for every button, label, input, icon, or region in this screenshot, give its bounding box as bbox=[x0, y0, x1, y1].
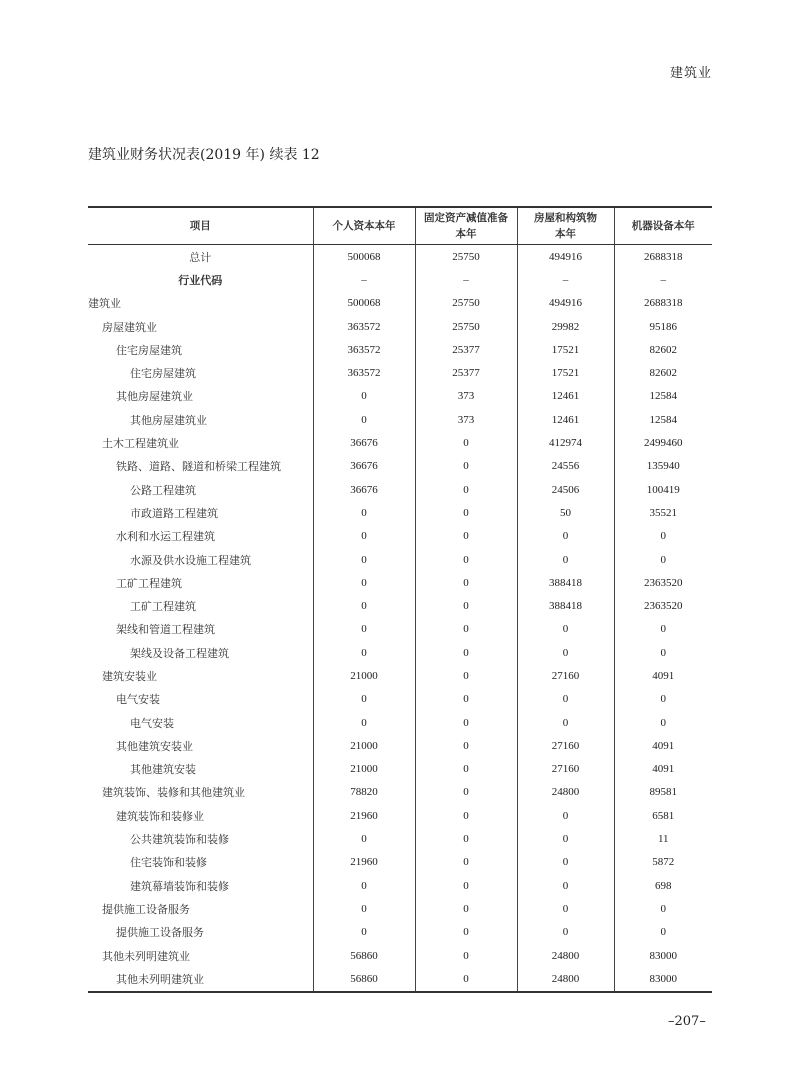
cell-value: 0 bbox=[614, 897, 712, 920]
row-label: 土木工程建筑业 bbox=[102, 437, 179, 451]
table-row bbox=[88, 851, 712, 874]
cell-value: 0 bbox=[313, 827, 415, 850]
column-header-text: 个人资本本年 bbox=[332, 220, 396, 232]
cell-value: 2499460 bbox=[614, 431, 712, 454]
table-row bbox=[88, 501, 712, 524]
cell-value: 0 bbox=[313, 921, 415, 944]
row-label: 市政道路工程建筑 bbox=[130, 506, 218, 520]
cell-value: 12584 bbox=[614, 408, 712, 431]
cell-value: 0 bbox=[415, 897, 517, 920]
cell-value: 0 bbox=[415, 874, 517, 897]
cell-value: 0 bbox=[415, 851, 517, 874]
cell-value: 89581 bbox=[614, 781, 712, 804]
cell-value: 0 bbox=[415, 734, 517, 757]
table-row bbox=[88, 897, 712, 920]
cell-value: 25377 bbox=[415, 338, 517, 361]
table-row bbox=[88, 734, 712, 757]
column-header-text: 本年 bbox=[555, 228, 576, 240]
cell-value: 27160 bbox=[517, 734, 614, 757]
cell-value: 35521 bbox=[614, 501, 712, 524]
table-row bbox=[88, 548, 712, 571]
page-number: –207– bbox=[668, 1014, 706, 1029]
cell-value: 36676 bbox=[313, 478, 415, 501]
row-label: 架线及设备工程建筑 bbox=[130, 646, 229, 660]
table-row bbox=[88, 967, 712, 991]
cell-value: 5872 bbox=[614, 851, 712, 874]
cell-value: 21960 bbox=[313, 804, 415, 827]
table-row bbox=[88, 385, 712, 408]
cell-value: 4091 bbox=[614, 664, 712, 687]
cell-value: 0 bbox=[313, 897, 415, 920]
cell-value: 500068 bbox=[313, 292, 415, 315]
cell-value: 363572 bbox=[313, 315, 415, 338]
cell-value: 24800 bbox=[517, 967, 614, 991]
cell-value: 0 bbox=[415, 711, 517, 734]
cell-value: 21960 bbox=[313, 851, 415, 874]
cell-value: 0 bbox=[313, 548, 415, 571]
row-label: 房屋建筑业 bbox=[102, 320, 157, 334]
cell-value: 24800 bbox=[517, 944, 614, 967]
cell-value: 2363520 bbox=[614, 594, 712, 617]
row-label: 建筑安装业 bbox=[102, 669, 157, 683]
table-row bbox=[88, 944, 712, 967]
cell-value: 12461 bbox=[517, 385, 614, 408]
cell-value: 0 bbox=[313, 641, 415, 664]
cell-value: 17521 bbox=[517, 338, 614, 361]
row-label: 公共建筑装饰和装修 bbox=[130, 833, 229, 847]
table-row bbox=[88, 431, 712, 454]
row-label: 提供施工设备服务 bbox=[102, 902, 190, 916]
cell-value: 0 bbox=[415, 804, 517, 827]
table-row bbox=[88, 664, 712, 687]
row-label: 建筑装饰、装修和其他建筑业 bbox=[102, 786, 245, 800]
cell-value: 25750 bbox=[415, 292, 517, 315]
table-row bbox=[88, 874, 712, 897]
cell-value: 135940 bbox=[614, 455, 712, 478]
cell-value: 21000 bbox=[313, 758, 415, 781]
row-label: 电气安装 bbox=[130, 716, 174, 730]
cell-value: 0 bbox=[415, 688, 517, 711]
table-row bbox=[88, 408, 712, 431]
cell-value: 412974 bbox=[517, 431, 614, 454]
cell-value: 4091 bbox=[614, 758, 712, 781]
cell-value: 373 bbox=[415, 408, 517, 431]
table-row bbox=[88, 525, 712, 548]
cell-value: 698 bbox=[614, 874, 712, 897]
table-row bbox=[88, 594, 712, 617]
cell-value: 0 bbox=[614, 921, 712, 944]
row-label: 其他建筑安装业 bbox=[116, 739, 193, 753]
cell-value: 0 bbox=[415, 664, 517, 687]
cell-value: 0 bbox=[415, 758, 517, 781]
column-header-text: 项目 bbox=[189, 220, 211, 232]
row-label: 行业代码 bbox=[178, 273, 223, 287]
cell-value: 11 bbox=[614, 827, 712, 850]
cell-value: 0 bbox=[415, 455, 517, 478]
row-label: 架线和管道工程建筑 bbox=[116, 623, 215, 637]
row-label: 总计 bbox=[189, 250, 212, 264]
cell-value: 0 bbox=[614, 618, 712, 641]
cell-value: 24556 bbox=[517, 455, 614, 478]
row-label: 住宅装饰和装修 bbox=[130, 856, 207, 870]
table-row bbox=[88, 338, 712, 361]
cell-value: 0 bbox=[517, 618, 614, 641]
table-row bbox=[88, 455, 712, 478]
cell-value: 0 bbox=[313, 688, 415, 711]
column-header bbox=[313, 207, 415, 245]
cell-value: 388418 bbox=[517, 571, 614, 594]
cell-value: 0 bbox=[614, 688, 712, 711]
table-row bbox=[88, 245, 712, 269]
row-label: 提供施工设备服务 bbox=[116, 926, 204, 940]
cell-value: 29982 bbox=[517, 315, 614, 338]
column-header-text: 房屋和构筑物 bbox=[534, 212, 597, 224]
table-row bbox=[88, 804, 712, 827]
column-header bbox=[614, 207, 712, 245]
cell-value: 0 bbox=[313, 594, 415, 617]
cell-value: 0 bbox=[614, 525, 712, 548]
cell-value: 0 bbox=[517, 897, 614, 920]
row-label: 工矿工程建筑 bbox=[130, 600, 196, 614]
cell-value: 0 bbox=[415, 478, 517, 501]
cell-value: 0 bbox=[517, 874, 614, 897]
cell-value: 0 bbox=[415, 921, 517, 944]
cell-value: 12461 bbox=[517, 408, 614, 431]
cell-value: 25750 bbox=[415, 245, 517, 269]
cell-value: 0 bbox=[517, 851, 614, 874]
cell-value: 2688318 bbox=[614, 245, 712, 269]
table-row bbox=[88, 758, 712, 781]
financial-table-container bbox=[88, 206, 712, 993]
table-row bbox=[88, 921, 712, 944]
cell-value: 0 bbox=[517, 921, 614, 944]
cell-value: 0 bbox=[517, 827, 614, 850]
column-header-text: 固定资产减值准备 bbox=[424, 212, 508, 224]
header-row bbox=[88, 207, 712, 245]
cell-value: 83000 bbox=[614, 967, 712, 991]
row-label: 水利和水运工程建筑 bbox=[116, 530, 215, 544]
cell-value: 78820 bbox=[313, 781, 415, 804]
running-head: 建筑业 bbox=[669, 66, 712, 81]
row-label: 工矿工程建筑 bbox=[116, 576, 182, 590]
table-row bbox=[88, 478, 712, 501]
cell-value: 0 bbox=[415, 548, 517, 571]
cell-value: 0 bbox=[517, 711, 614, 734]
table-row bbox=[88, 618, 712, 641]
column-header-text: 本年 bbox=[455, 228, 477, 240]
cell-value: 373 bbox=[415, 385, 517, 408]
cell-value: 0 bbox=[517, 688, 614, 711]
cell-value: 82602 bbox=[614, 361, 712, 384]
cell-value: 0 bbox=[415, 501, 517, 524]
cell-value: 0 bbox=[313, 618, 415, 641]
table-row bbox=[88, 292, 712, 315]
cell-value: 4091 bbox=[614, 734, 712, 757]
cell-value: 0 bbox=[415, 641, 517, 664]
cell-value: 0 bbox=[415, 827, 517, 850]
column-header bbox=[517, 207, 614, 245]
table-row bbox=[88, 361, 712, 384]
cell-value: 0 bbox=[517, 804, 614, 827]
cell-value: 21000 bbox=[313, 734, 415, 757]
row-label: 公路工程建筑 bbox=[130, 483, 196, 497]
cell-value: 363572 bbox=[313, 361, 415, 384]
cell-value: 17521 bbox=[517, 361, 614, 384]
row-label: 铁路、道路、隧道和桥梁工程建筑 bbox=[116, 460, 281, 474]
cell-value: 0 bbox=[614, 711, 712, 734]
cell-value: – bbox=[517, 268, 614, 291]
cell-value: 0 bbox=[313, 501, 415, 524]
cell-value: 0 bbox=[517, 525, 614, 548]
table-row bbox=[88, 688, 712, 711]
cell-value: 0 bbox=[517, 548, 614, 571]
cell-value: 36676 bbox=[313, 455, 415, 478]
cell-value: 0 bbox=[415, 781, 517, 804]
row-label: 建筑装饰和装修业 bbox=[116, 809, 204, 823]
row-label: 其他未列明建筑业 bbox=[102, 949, 190, 963]
cell-value: 25750 bbox=[415, 315, 517, 338]
table-row bbox=[88, 641, 712, 664]
row-label: 建筑幕墙装饰和装修 bbox=[130, 879, 229, 893]
row-label: 建筑业 bbox=[88, 297, 121, 311]
cell-value: 12584 bbox=[614, 385, 712, 408]
column-header-text: 机器设备本年 bbox=[631, 220, 695, 232]
cell-value: 6581 bbox=[614, 804, 712, 827]
table-row bbox=[88, 827, 712, 850]
cell-value: 95186 bbox=[614, 315, 712, 338]
cell-value: 0 bbox=[313, 525, 415, 548]
table-row bbox=[88, 781, 712, 804]
cell-value: 0 bbox=[415, 431, 517, 454]
cell-value: 0 bbox=[614, 548, 712, 571]
row-label: 其他建筑安装 bbox=[130, 763, 196, 777]
row-label: 住宅房屋建筑 bbox=[130, 367, 196, 381]
cell-value: 494916 bbox=[517, 245, 614, 269]
cell-value: 25377 bbox=[415, 361, 517, 384]
table-row bbox=[88, 571, 712, 594]
cell-value: 82602 bbox=[614, 338, 712, 361]
column-header bbox=[88, 207, 313, 245]
cell-value: 2688318 bbox=[614, 292, 712, 315]
cell-value: 24800 bbox=[517, 781, 614, 804]
cell-value: 0 bbox=[614, 641, 712, 664]
cell-value: 0 bbox=[415, 967, 517, 991]
cell-value: 0 bbox=[313, 874, 415, 897]
cell-value: 0 bbox=[313, 711, 415, 734]
cell-value: 0 bbox=[517, 641, 614, 664]
table-title: 建筑业财务状况表(2019 年) 续表 12 bbox=[88, 147, 320, 163]
cell-value: 83000 bbox=[614, 944, 712, 967]
cell-value: 24506 bbox=[517, 478, 614, 501]
cell-value: 494916 bbox=[517, 292, 614, 315]
cell-value: 0 bbox=[415, 594, 517, 617]
cell-value: 0 bbox=[313, 385, 415, 408]
cell-value: 56860 bbox=[313, 944, 415, 967]
table-row bbox=[88, 711, 712, 734]
cell-value: 0 bbox=[313, 408, 415, 431]
cell-value: 36676 bbox=[313, 431, 415, 454]
cell-value: 363572 bbox=[313, 338, 415, 361]
cell-value: – bbox=[313, 268, 415, 291]
cell-value: 27160 bbox=[517, 758, 614, 781]
row-label: 其他未列明建筑业 bbox=[116, 972, 204, 986]
cell-value: 50 bbox=[517, 501, 614, 524]
table-row bbox=[88, 315, 712, 338]
column-header bbox=[415, 207, 517, 245]
row-label: 其他房屋建筑业 bbox=[116, 390, 193, 404]
row-label: 水源及供水设施工程建筑 bbox=[130, 553, 251, 567]
row-label: 电气安装 bbox=[116, 693, 160, 707]
table-row bbox=[88, 268, 712, 291]
financial-table bbox=[88, 206, 712, 993]
cell-value: 56860 bbox=[313, 967, 415, 991]
cell-value: 388418 bbox=[517, 594, 614, 617]
cell-value: 0 bbox=[415, 944, 517, 967]
cell-value: 0 bbox=[415, 618, 517, 641]
cell-value: 0 bbox=[415, 571, 517, 594]
row-label: 其他房屋建筑业 bbox=[130, 413, 207, 427]
cell-value: 100419 bbox=[614, 478, 712, 501]
table-body bbox=[88, 245, 712, 992]
cell-value: 27160 bbox=[517, 664, 614, 687]
cell-value: 2363520 bbox=[614, 571, 712, 594]
cell-value: 500068 bbox=[313, 245, 415, 269]
cell-value: – bbox=[415, 268, 517, 291]
row-label: 住宅房屋建筑 bbox=[116, 343, 182, 357]
cell-value: 21000 bbox=[313, 664, 415, 687]
cell-value: 0 bbox=[415, 525, 517, 548]
cell-value: – bbox=[614, 268, 712, 291]
cell-value: 0 bbox=[313, 571, 415, 594]
